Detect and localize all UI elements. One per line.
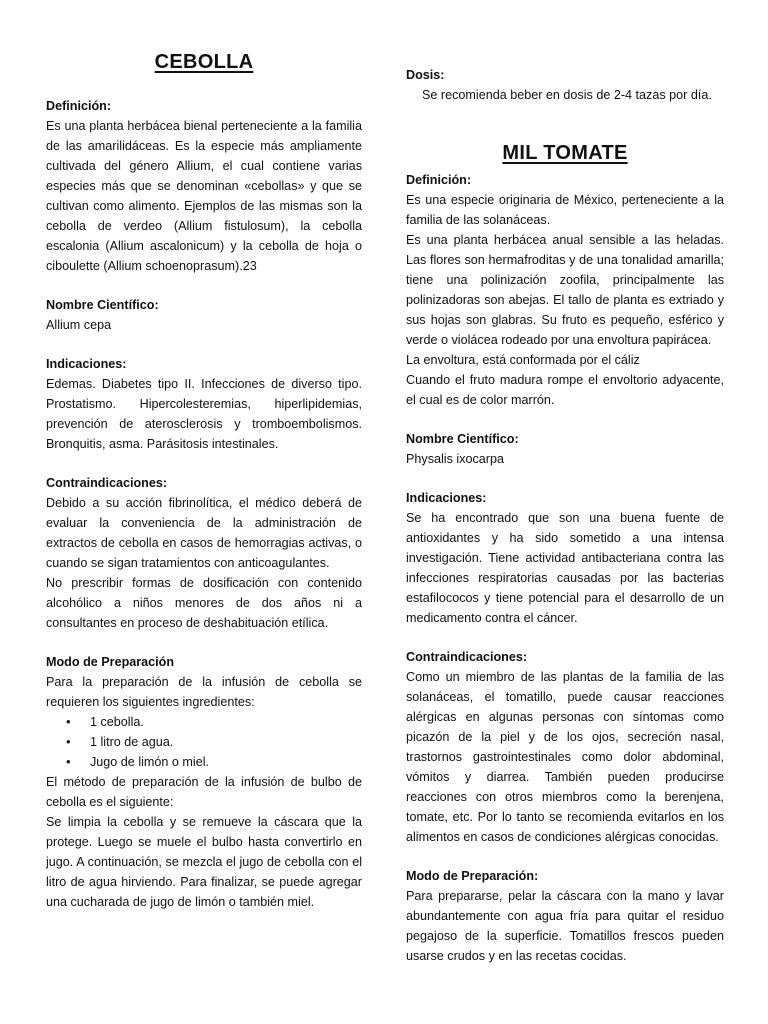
- tomate-contra-text: Como un miembro de las plantas de la familia de las solanáceas, el tomatillo, puede causar reacciones alérgicas en algunas personas con síntomas como picazón de la piel y de los ojos, secreción nasal, trastornos gastrointestinales como dolor abdominal, vómitos y diarrea. También pueden producirse reacciones con otros miembros como la berenjena, tomate, etc. Por lo tanto se recomienda evitarlos en los alimentos en casos de condiciones alérgicas conocidas.: [406, 670, 724, 844]
- cebolla-method-text: Se limpia la cebolla y se remueve la cáscara que la protege. Luego se muele el bulbo hasta convertirlo en jugo. A continuación, se mezcla el jugo de cebolla con el litro de agua hirviendo. Para finalizar, se puede agregar una cucharada de jugo de limón o también miel.: [46, 815, 362, 909]
- tomate-definition-text-2: Es una planta herbácea anual sensible a las heladas. Las flores son hermafroditas y de una tonalidad amarilla; tiene una polinización zoofila, principalmente las polinizadoras son abejas. El tallo de planta es extriado y sus hojas son glabras. Su fruto es pequeño, esférico y verde o violácea rodeado por una envoltura papirácea.: [406, 233, 724, 347]
- mil-tomate-title: MIL TOMATE: [502, 142, 628, 164]
- tomate-indications-text: Se ha encontrado que son una buena fuente de antioxidantes y ha sido sometido a una intensa investigación. Tiene actividad antibacteriana contra las infecciones respiratorias causadas por las bacterias estafilococos y tiene potencial para el desarrollo de un medicamento contra el cáncer.: [406, 511, 724, 625]
- tomate-contra-label: Contraindicaciones:: [406, 650, 528, 664]
- dosis-label: Dosis:: [406, 68, 445, 82]
- tomate-scientific-label: Nombre Científico:: [406, 432, 519, 446]
- tomate-definition-text-3: La envoltura, está conformada por el cáliz: [406, 353, 640, 367]
- ingredient-item: • Jugo de limón o miel.: [90, 752, 362, 772]
- cebolla-contra-text-2: No prescribir formas de dosificación con contenido alcohólico a niños menores de dos años ni a consultantes en proceso de deshabituación etílica.: [46, 576, 362, 630]
- ingredient-item: • 1 litro de agua.: [90, 732, 362, 752]
- cebolla-definition-text: Es una planta herbácea bienal perteneciente a la familia de las amarilidáceas. Es la especie más ampliamente cultivada del género Allium, el cual contiene varias especies más que se denominan «cebollas» y que se cultivan como alimento. Ejemplos de las mismas son la cebolla de verdeo (Allium fistulosum), la cebolla escalonia (Allium ascalonicum) y la cebolla de hoja o ciboulette (Allium schoenoprasum).23: [46, 119, 362, 273]
- left-column: [46, 0, 362, 912]
- cebolla-indications-text: Edemas. Diabetes tipo II. Infecciones de diverso tipo. Prostatismo. Hipercolesteremias, hiperlipidemias, prevención de aterosclerosis y tromboembolismos. Bronquitis, asma. Parásitosis intestinales.: [46, 377, 362, 451]
- ingredient-item: • 1 cebolla.: [90, 712, 362, 732]
- cebolla-scientific-text: Allium cepa: [46, 318, 112, 332]
- dosis-text: Se recomienda beber en dosis de 2-4 tazas por día.: [422, 88, 712, 102]
- cebolla-title: CEBOLLA: [154, 51, 254, 73]
- tomate-definition-label: Definición:: [406, 173, 472, 187]
- tomate-scientific-text: Physalis ixocarpa: [406, 452, 504, 466]
- cebolla-indications-label: Indicaciones:: [46, 357, 127, 371]
- cebolla-prep-label: Modo de Preparación: [46, 655, 175, 669]
- right-column: [406, 0, 724, 966]
- cebolla-contra-label: Contraindicaciones:: [46, 476, 168, 490]
- cebolla-method-intro: El método de preparación de la infusión de bulbo de cebolla es el siguiente:: [46, 775, 362, 809]
- ingredients-list: [46, 712, 362, 772]
- cebolla-definition-label: Definición:: [46, 99, 112, 113]
- tomate-definition-text-4: Cuando el fruto madura rompe el envoltorio adyacente, el cual es de color marrón.: [406, 373, 724, 407]
- cebolla-prep-intro: Para la preparación de la infusión de cebolla se requieren los siguientes ingredientes:: [46, 675, 362, 709]
- tomate-prep-text: Para prepararse, pelar la cáscara con la mano y lavar abundantemente con agua fría para quitar el residuo pegajoso de la superficie. Tomatillos frescos pueden usarse crudos y en las recetas cocidas.: [406, 889, 724, 963]
- tomate-indications-label: Indicaciones:: [406, 491, 487, 505]
- tomate-prep-label: Modo de Preparación:: [406, 869, 539, 883]
- cebolla-contra-text-1: Debido a su acción fibrinolítica, el médico deberá de evaluar la conveniencia de la administración de extractos de cebolla en casos de hemorragias activas, o cuando se sigan tratamientos con anticoagulantes.: [46, 496, 362, 570]
- cebolla-scientific-label: Nombre Científico:: [46, 298, 159, 312]
- tomate-definition-text-1: Es una especie originaria de México, perteneciente a la familia de las solanáceas.: [406, 193, 724, 227]
